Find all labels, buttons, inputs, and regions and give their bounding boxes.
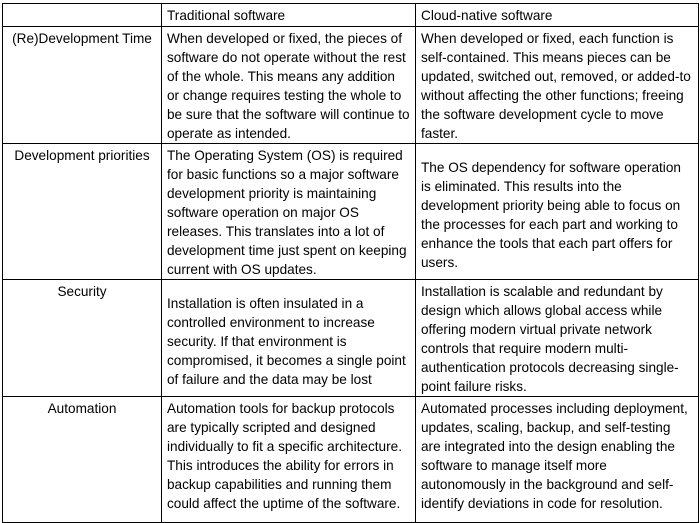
header-cell-traditional: Traditional software <box>162 4 416 27</box>
traditional-cell: The Operating System (OS) is required for basic functions so a major software development priority is maintaining software operation on major OS releases. This translates into a lot of development time just spent on keeping current with OS updates. <box>162 144 416 280</box>
traditional-cell: When developed or fixed, the pieces of software do not operate without the rest of the whole. This means any addition or change requires testing the whole to be sure that the software will continue to operate as intended. <box>162 27 416 144</box>
criterion-cell: Development priorities <box>3 144 162 280</box>
cloud-native-cell: Installation is scalable and redundant by design which allows global access while offering modern virtual private network controls that require modern multi-authentication protocols decreasing single-point failure risks. <box>416 280 699 397</box>
cloud-native-cell: The OS dependency for software operation is eliminated. This results into the development priority being able to focus on the processes for each part and working to enhance the tools that each part offers for users. <box>416 144 699 280</box>
table-row <box>3 27 699 144</box>
criterion-cell: (Re)Development Time <box>3 27 162 144</box>
table-row <box>3 144 699 280</box>
table-row <box>3 397 699 523</box>
cloud-native-cell: Automated processes including deployment, updates, scaling, backup, and self-testing are integrated into the design enabling the software to manage itself more autonomously in the background and self-identify deviations in code for resolution. <box>416 397 699 523</box>
traditional-cell: Automation tools for backup protocols are typically scripted and designed individually to fit a specific architecture. This introduces the ability for errors in backup capabilities and running them could affect the uptime of the software. <box>162 397 416 523</box>
criterion-cell: Security <box>3 280 162 397</box>
table-row <box>3 280 699 397</box>
criterion-cell: Automation <box>3 397 162 523</box>
traditional-cell: Installation is often insulated in a controlled environment to increase security. If that environment is compromised, it becomes a single point of failure and the data may be lost <box>162 280 416 397</box>
comparison-table <box>2 3 699 523</box>
header-cell-cloud-native: Cloud-native software <box>416 4 699 27</box>
header-cell-empty <box>3 4 162 27</box>
header-row <box>3 4 699 27</box>
cloud-native-cell: When developed or fixed, each function is self-contained. This means pieces can be updated, switched out, removed, or added-to without affecting the other functions; freeing the software development cycle to move faster. <box>416 27 699 144</box>
